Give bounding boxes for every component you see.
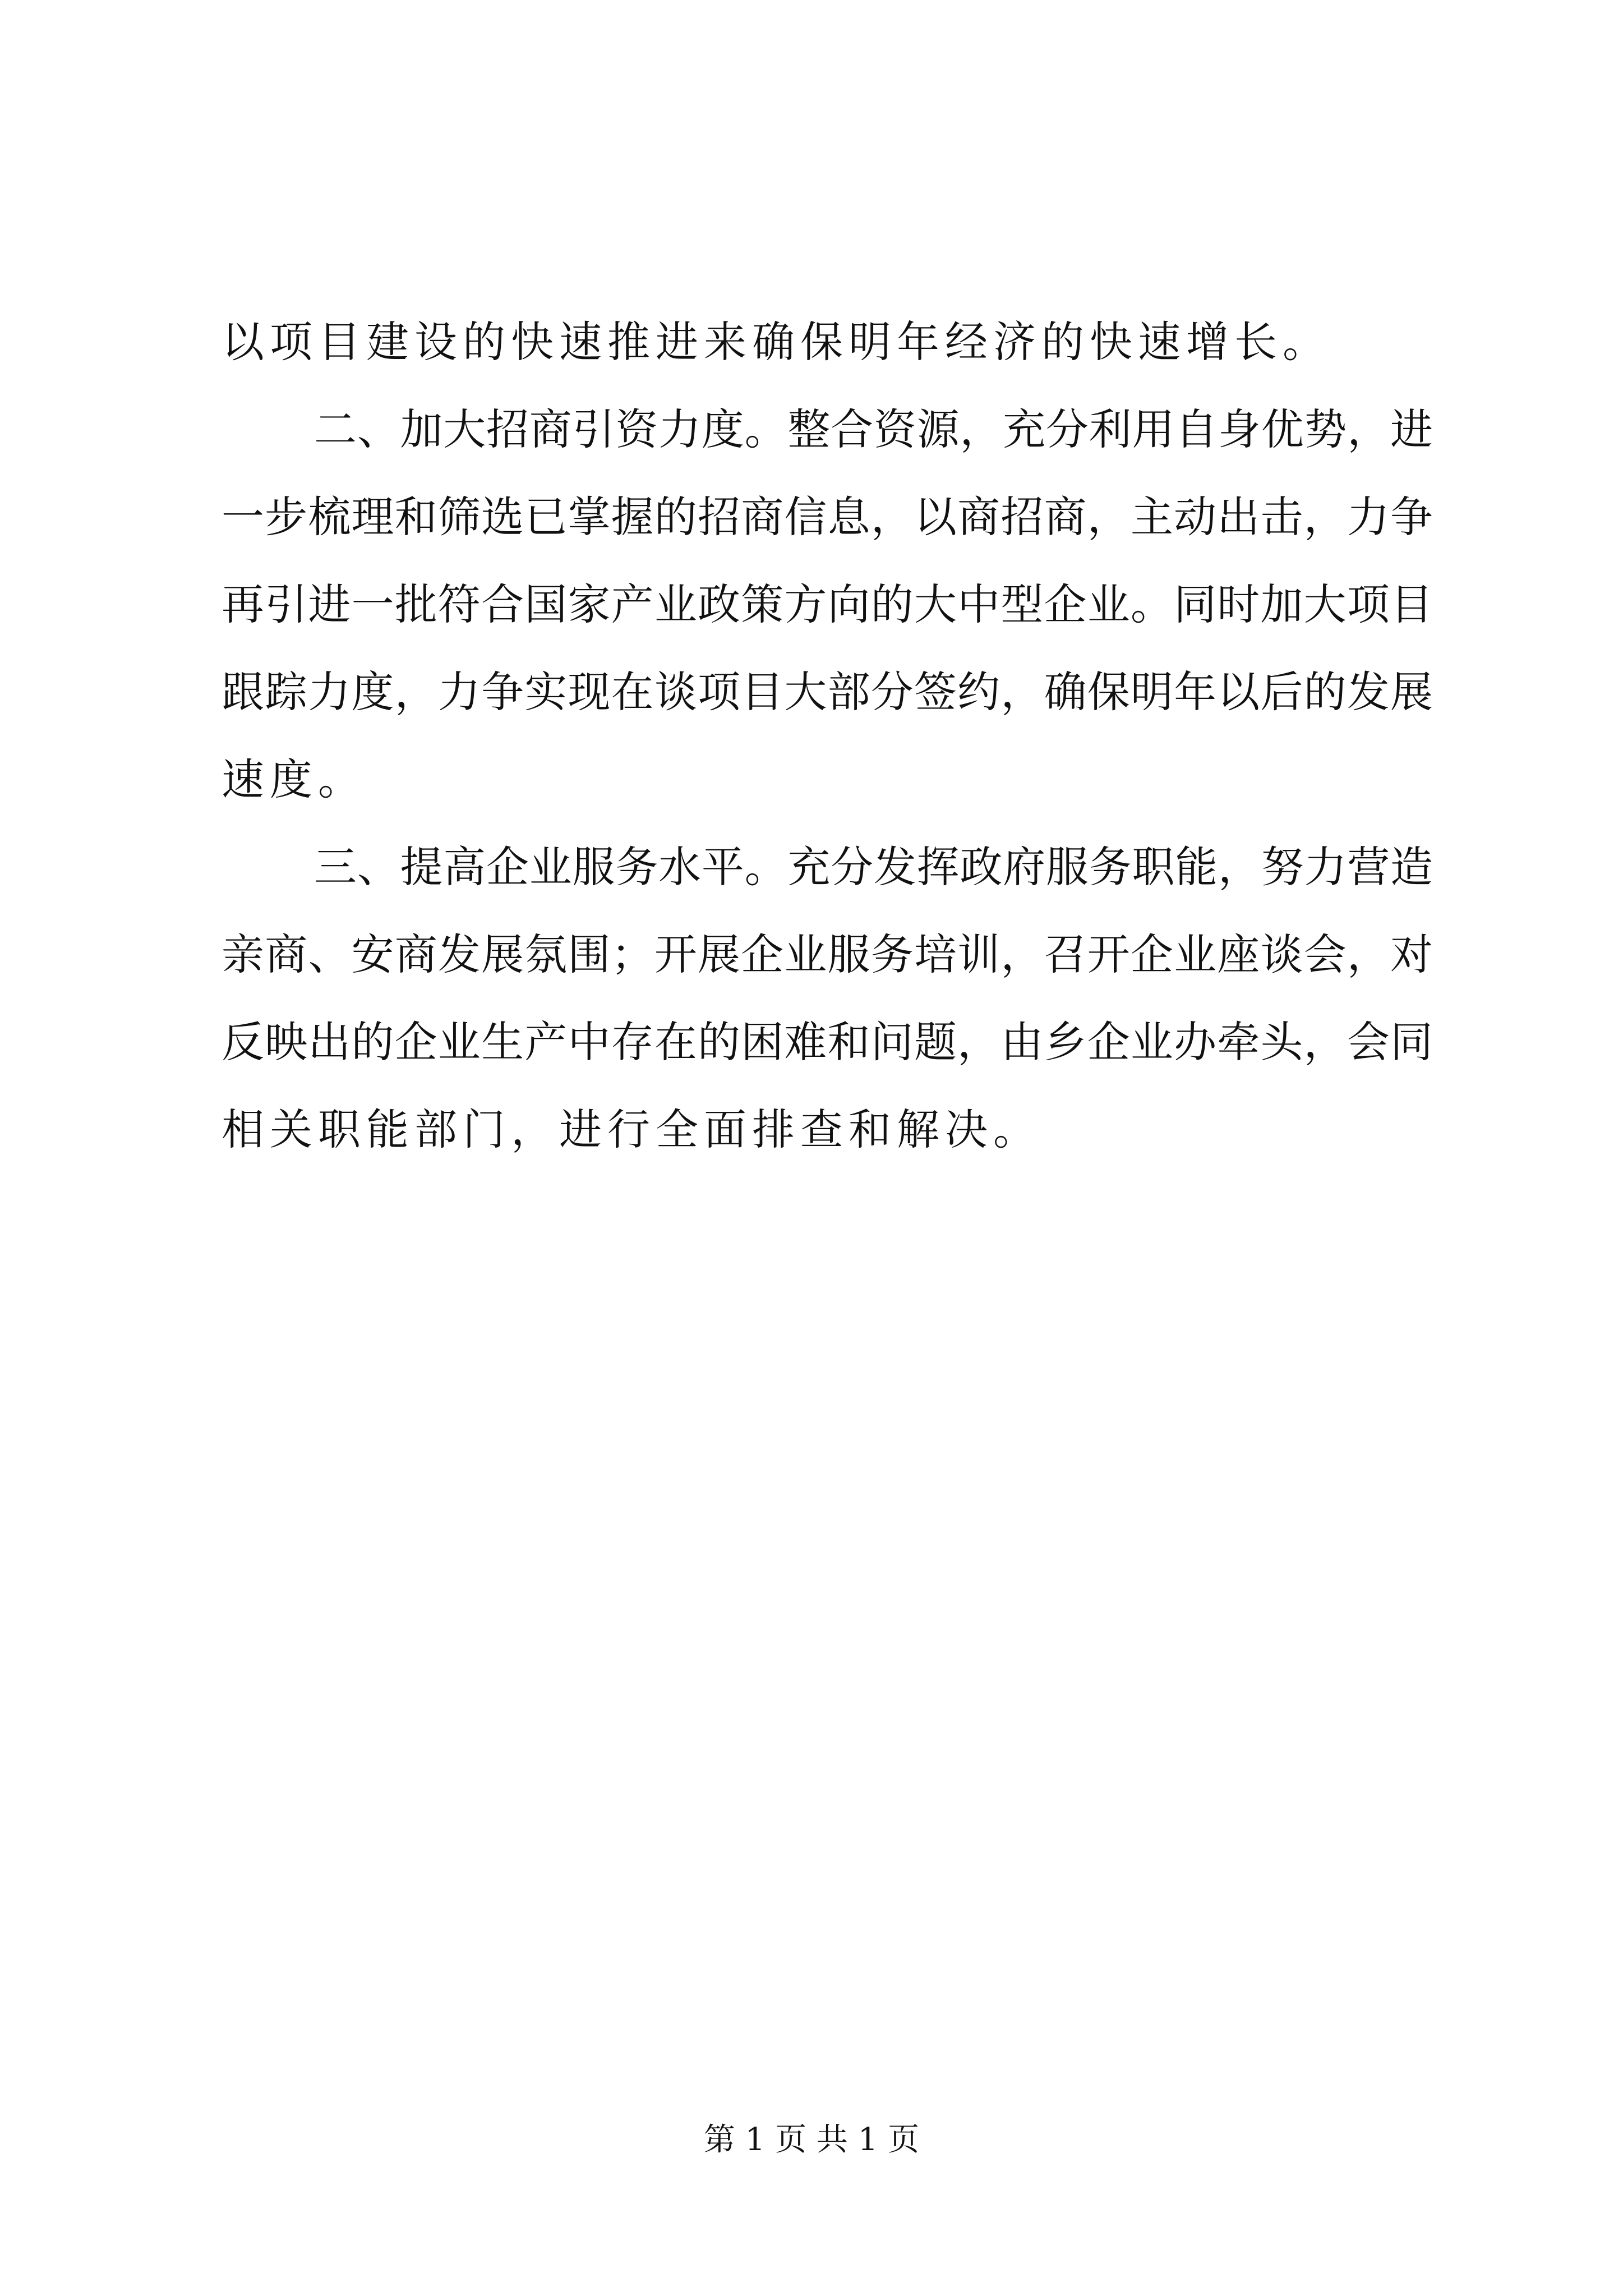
paragraph-line: 一步梳理和筛选已掌握的招商信息，以商招商，主动出击，力争 <box>222 492 1433 542</box>
paragraph-line: 再引进一批符合国家产业政策方向的大中型企业。同时加大项目 <box>222 579 1433 629</box>
paragraph-line: 以项目建设的快速推进来确保明年经济的快速增长。 <box>222 317 1331 367</box>
paragraph-line: 跟踪力度，力争实现在谈项目大部分签约，确保明年以后的发展 <box>222 667 1433 717</box>
paragraph-line: 反映出的企业生产中存在的困难和问题，由乡企业办牵头，会同 <box>222 1017 1433 1067</box>
paragraph-line: 速度。 <box>222 754 366 804</box>
paragraph-line: 三、提高企业服务水平。充分发挥政府服务职能，努力营造 <box>314 842 1433 892</box>
paragraph-line: 二、加大招商引资力度。整合资源，充分利用自身优势，进 <box>314 404 1433 454</box>
paragraph-line: 相关职能部门，进行全面排查和解决。 <box>222 1105 1041 1154</box>
paragraph-line: 亲商、安商发展氛围；开展企业服务培训，召开企业座谈会，对 <box>222 930 1433 979</box>
page-footer: 第 1 页 共 1 页 <box>703 2122 920 2158</box>
